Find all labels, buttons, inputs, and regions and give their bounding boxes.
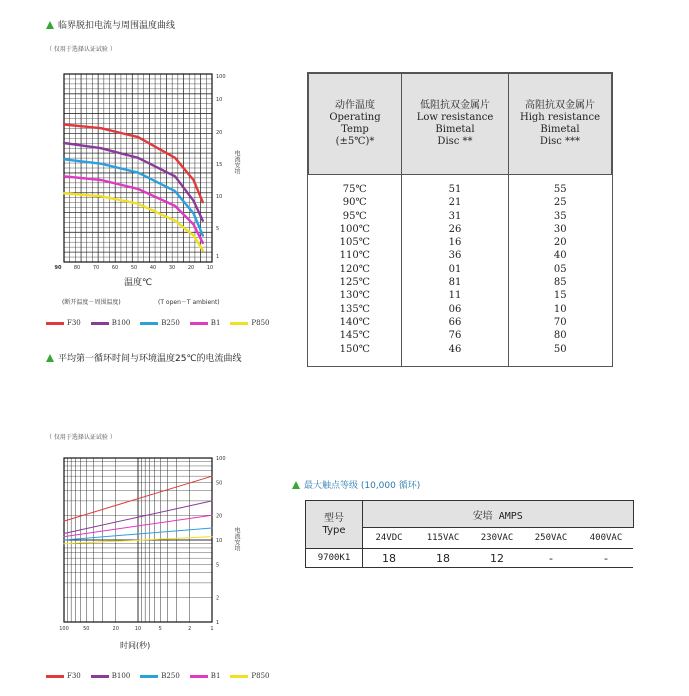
header-operating-temp <box>309 74 402 175</box>
amps-value: 12 <box>471 549 523 568</box>
legend-label: B1 <box>210 319 221 327</box>
x-tick-label: 20 <box>112 626 119 632</box>
y-tick-label: 5 <box>216 562 220 569</box>
header-en1: High resistance <box>519 112 601 123</box>
row-low: 31 <box>402 210 509 223</box>
chart2-legend <box>46 672 269 680</box>
model-header <box>306 501 363 549</box>
row-low: 06 <box>402 303 509 316</box>
temp-table-container <box>307 72 613 367</box>
model-header-en: Type <box>322 524 346 536</box>
legend-item <box>46 672 81 680</box>
row-low: 16 <box>402 236 509 249</box>
legend-item <box>140 319 180 327</box>
header-zh: 高阻抗双金属片 <box>525 100 595 111</box>
x-tick-label: 40 <box>149 265 157 270</box>
row-temp: 105℃ <box>339 237 370 249</box>
x-tick-label: 2 <box>188 626 192 632</box>
row-high: 30 <box>553 223 567 235</box>
row-temp: 125℃ <box>339 277 370 289</box>
series-line-b100 <box>64 143 203 221</box>
temp-table-row <box>309 236 612 249</box>
header-en2: Bimetal <box>540 124 580 135</box>
x-tick-label: 70 <box>92 265 100 270</box>
row-temp: 75℃ <box>342 184 367 195</box>
row-temp: 90℃ <box>342 197 367 209</box>
temp-table <box>308 73 612 366</box>
legend-item <box>190 319 221 327</box>
model-row <box>306 549 634 568</box>
voltage-header: 115VAC <box>415 528 471 549</box>
section1-heading-text: 临界脱扣电流与周围温度曲线 <box>58 21 176 31</box>
voltage-header: 230VAC <box>471 528 523 549</box>
row-temp: 140℃ <box>339 316 370 328</box>
legend-label: B100 <box>111 319 131 327</box>
header-en2: Temp <box>341 124 369 135</box>
chart1-x-title: 温度℃ <box>124 278 153 288</box>
y-tick-label: 10 <box>216 97 223 103</box>
row-high: 05 <box>553 263 567 275</box>
amps-value: - <box>579 549 633 568</box>
y-tick-label: 20 <box>216 513 223 520</box>
series-line-p850 <box>64 193 203 250</box>
series-line-b250 <box>64 159 203 235</box>
header-zh: 低阻抗双金属片 <box>420 100 490 111</box>
row-high: 25 <box>553 197 567 209</box>
row-temp: 145℃ <box>339 330 370 342</box>
header-en3: Disc ** <box>437 136 473 147</box>
y-tick-label: 10 <box>216 538 223 544</box>
row-temp: 150℃ <box>339 343 370 355</box>
triangle-bullet-icon <box>46 354 54 362</box>
triangle-bullet-icon <box>292 481 300 489</box>
amps-value: 18 <box>363 549 416 568</box>
chart1-legend <box>46 319 269 327</box>
legend-label: B250 <box>161 319 180 327</box>
row-high: 80 <box>553 330 567 342</box>
temp-table-row <box>309 210 612 223</box>
row-low: 51 <box>402 175 509 197</box>
header-zh: 动作温度 <box>335 100 375 111</box>
legend-swatch <box>46 675 64 678</box>
row-temp: 95℃ <box>342 210 367 222</box>
amps-table-container <box>305 500 634 568</box>
y-tick-label: 5 <box>216 226 220 232</box>
legend-swatch <box>91 322 109 325</box>
amps-heading <box>292 478 420 491</box>
x-tick-label: 20 <box>187 265 195 270</box>
x-tick-label: 1 <box>210 626 214 632</box>
row-high: 20 <box>553 237 567 249</box>
legend-swatch <box>230 322 248 325</box>
chart-cycle-time-current <box>40 452 250 634</box>
temp-table-row <box>309 175 612 197</box>
section1-heading <box>46 18 175 31</box>
x-tick-label: 60 <box>111 265 119 270</box>
legend-swatch <box>46 322 64 325</box>
legend-item <box>230 672 269 680</box>
amps-table-header-row <box>306 501 634 528</box>
temp-table-row <box>309 263 612 276</box>
section2-heading <box>46 351 242 364</box>
legend-item <box>230 319 269 327</box>
row-high: 85 <box>553 277 567 289</box>
x-tick-label: 90 <box>54 265 62 270</box>
header-en1: Low resistance <box>416 112 494 123</box>
voltage-header: 250VAC <box>523 528 579 549</box>
x-tick-label: 5 <box>158 626 162 632</box>
row-low: 21 <box>402 196 509 209</box>
row-low: 81 <box>402 276 509 289</box>
temp-table-row <box>309 316 612 329</box>
chart-trip-current-vs-temp <box>40 66 250 270</box>
y-tick-label: 100 <box>216 74 226 80</box>
row-high: 15 <box>553 290 567 302</box>
legend-label: B100 <box>111 672 131 680</box>
legend-item <box>91 319 131 327</box>
row-low: 26 <box>402 223 509 236</box>
y-tick-label: 1 <box>216 254 220 260</box>
y-tick-label: 100 <box>216 456 226 462</box>
chart1-x-subtitle-left: (断开温度－周围温度) <box>62 299 121 306</box>
amps-value: 18 <box>415 549 471 568</box>
header-en3: (±5℃)* <box>335 136 375 147</box>
voltage-header: 24VDC <box>363 528 416 549</box>
legend-swatch <box>91 675 109 678</box>
legend-swatch <box>140 675 158 678</box>
header-en2: Bimetal <box>435 124 475 135</box>
row-low: 66 <box>402 316 509 329</box>
x-tick-label: 100 <box>59 626 69 632</box>
row-temp: 100℃ <box>339 223 370 235</box>
chart2-x-title: 时间(秒) <box>120 641 151 650</box>
legend-label: P850 <box>251 672 270 680</box>
y-tick-label: 20 <box>216 130 223 136</box>
header-low-resistance <box>402 74 509 175</box>
temp-table-row <box>309 329 612 342</box>
chart1-y-axis-label: 电流安培 <box>233 150 240 174</box>
temp-table-row <box>309 196 612 209</box>
legend-label: F30 <box>67 672 81 680</box>
amps-heading-text: 最大触点等级 (10,000 循环) <box>304 481 421 491</box>
row-temp: 135℃ <box>339 303 370 315</box>
x-tick-label: 50 <box>83 626 90 632</box>
temp-table-row <box>309 223 612 236</box>
legend-item <box>46 319 81 327</box>
legend-swatch <box>230 675 248 678</box>
x-tick-label: 30 <box>168 265 176 270</box>
header-en3: Disc *** <box>539 136 581 147</box>
row-temp: 110℃ <box>339 250 370 262</box>
temp-table-row <box>309 289 612 302</box>
amps-title: 安培 AMPS <box>363 501 634 528</box>
header-high-resistance <box>509 74 612 175</box>
temp-table-header-row <box>309 74 612 175</box>
chart1-x-subtitle-right: (T open－T ambient) <box>158 299 220 306</box>
section2-heading-text: 平均第一循环时间与环境温度25℃的电流曲线 <box>58 354 242 364</box>
temp-table-row <box>309 303 612 316</box>
series-line-f30 <box>64 125 203 203</box>
row-high: 35 <box>553 210 567 222</box>
temp-table-row <box>309 343 612 366</box>
legend-item <box>140 672 180 680</box>
legend-label: B1 <box>210 672 221 680</box>
header-en1: Operating <box>329 112 381 123</box>
y-tick-label: 10 <box>216 194 223 200</box>
row-high: 70 <box>553 316 567 328</box>
row-low: 11 <box>402 289 509 302</box>
row-low: 01 <box>402 263 509 276</box>
section2-note: （ 仅用于选择认证试验 ） <box>46 434 116 441</box>
legend-swatch <box>140 322 158 325</box>
x-tick-label: 80 <box>73 265 81 270</box>
legend-label: F30 <box>67 319 81 327</box>
row-low: 46 <box>402 343 509 366</box>
model-header-zh: 型号 <box>324 512 344 524</box>
row-low: 76 <box>402 329 509 342</box>
chart2-y-axis-label: 电流安培 <box>233 527 240 551</box>
legend-label: B250 <box>161 672 180 680</box>
model-name: 9700K1 <box>306 549 363 568</box>
row-temp: 130℃ <box>339 290 370 302</box>
section1-note: （ 仅用于选择认证试验 ） <box>46 46 116 53</box>
row-high: 40 <box>553 250 567 262</box>
x-tick-label: 50 <box>130 265 138 270</box>
row-high: 10 <box>553 303 567 315</box>
x-tick-label: 10 <box>206 265 214 270</box>
voltage-header: 400VAC <box>579 528 633 549</box>
legend-swatch <box>190 322 208 325</box>
amps-value: - <box>523 549 579 568</box>
temp-table-row <box>309 276 612 289</box>
row-high: 50 <box>553 343 567 355</box>
y-tick-label: 50 <box>216 480 223 487</box>
legend-item <box>190 672 221 680</box>
legend-item <box>91 672 131 680</box>
y-tick-label: 1 <box>216 620 220 626</box>
row-low: 36 <box>402 249 509 262</box>
legend-label: P850 <box>251 319 270 327</box>
y-tick-label: 2 <box>216 595 220 602</box>
row-high: 55 <box>553 184 567 195</box>
amps-table <box>305 500 634 568</box>
x-tick-label: 10 <box>134 626 142 632</box>
triangle-bullet-icon <box>46 21 54 29</box>
temp-table-row <box>309 249 612 262</box>
legend-swatch <box>190 675 208 678</box>
y-tick-label: 15 <box>216 162 223 168</box>
row-temp: 120℃ <box>339 263 370 275</box>
